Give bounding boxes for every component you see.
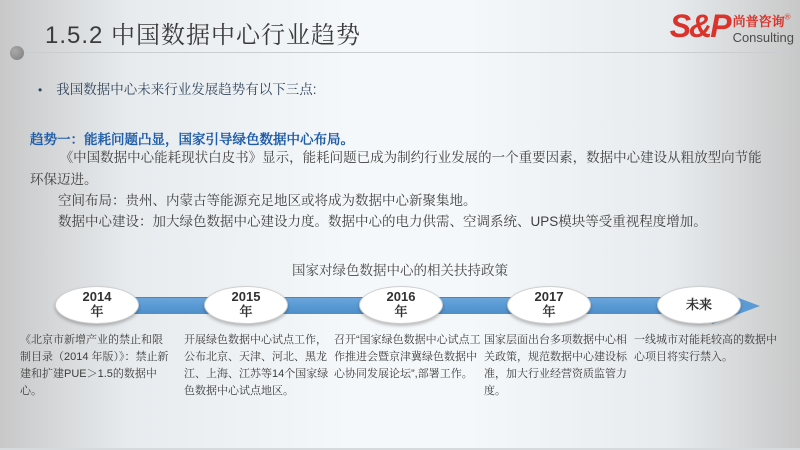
timeline-year: 未来 [685, 296, 712, 312]
header-divider [24, 52, 794, 53]
paragraph-whitepaper: 《中国数据中心能耗现状白皮书》显示，能耗问题已成为制约行业发展的一个重要因素，数据中心建设从粗放型向节能环保迈进。 [30, 150, 762, 187]
timeline-year-suffix: 年 [90, 304, 104, 319]
timeline-description-future: 一线城市对能耗较高的数据中心项目将实行禁入。 [634, 334, 777, 364]
paragraph-dc-construction: 数据中心建设：加大绿色数据中心建设力度。数据中心的电力供需、空调系统、UPS模块等受重视程度增加。 [58, 214, 707, 229]
timeline-description-2015: 开展绿色数据中心试点工作，公布北京、天津、河北、黑龙江、上海、江苏等14个国家绿色数据中心试点地区。 [184, 334, 329, 398]
timeline-node-future [657, 286, 741, 324]
bullet-dot: • [38, 83, 43, 97]
intro-bullet-line [38, 78, 758, 98]
paragraph-spatial-layout: 空间布局：贵州、内蒙古等能源充足地区或将成为数据中心新聚集地。 [58, 193, 477, 208]
timeline-year-suffix: 年 [542, 304, 556, 319]
timeline-node-2016 [359, 286, 443, 324]
timeline-node-2014 [55, 286, 139, 324]
logo-sp-text: S&P [669, 8, 730, 44]
timeline-year-suffix: 年 [394, 304, 408, 319]
timeline-year: 2014 [82, 289, 112, 305]
timeline-year: 2017 [534, 289, 564, 305]
logo-registered-mark: ® [784, 12, 791, 22]
timeline-description-2016: 召开“国家绿色数据中心试点工作推进会暨京津冀绿色数据中心协同发展论坛”,部署工作。 [334, 334, 481, 381]
timeline-node-2017 [507, 286, 591, 324]
timeline-description-2014: 《北京市新增产业的禁止和限制目录（2014 年版）》：禁止新建和扩建PUE＞1.5的数据中心。 [20, 334, 169, 398]
header-bullet-dot [10, 46, 24, 60]
logo-cn-name: 尚普咨询 [732, 14, 785, 29]
intro-text: 我国数据中心未来行业发展趋势有以下三点: [56, 82, 317, 97]
timeline-title: 国家对绿色数据中心的相关扶持政策 [292, 263, 508, 278]
timeline-year: 2015 [231, 289, 261, 305]
page-title: 1.5.2 中国数据中心行业趋势 [45, 22, 362, 49]
logo-text-block [733, 10, 794, 45]
logo-en-name: Consulting [732, 29, 794, 45]
timeline-description-2017: 国家层面出台多项数据中心相关政策，规范数据中心建设标准，加大行业经营资质监管力度。 [484, 334, 627, 398]
company-logo [670, 10, 794, 45]
timeline-node-2015 [204, 286, 288, 324]
timeline-year-suffix: 年 [239, 304, 253, 319]
timeline-year: 2016 [386, 289, 416, 305]
trend-heading: 趋势一：能耗问题凸显，国家引导绿色数据中心布局。 [30, 132, 354, 147]
